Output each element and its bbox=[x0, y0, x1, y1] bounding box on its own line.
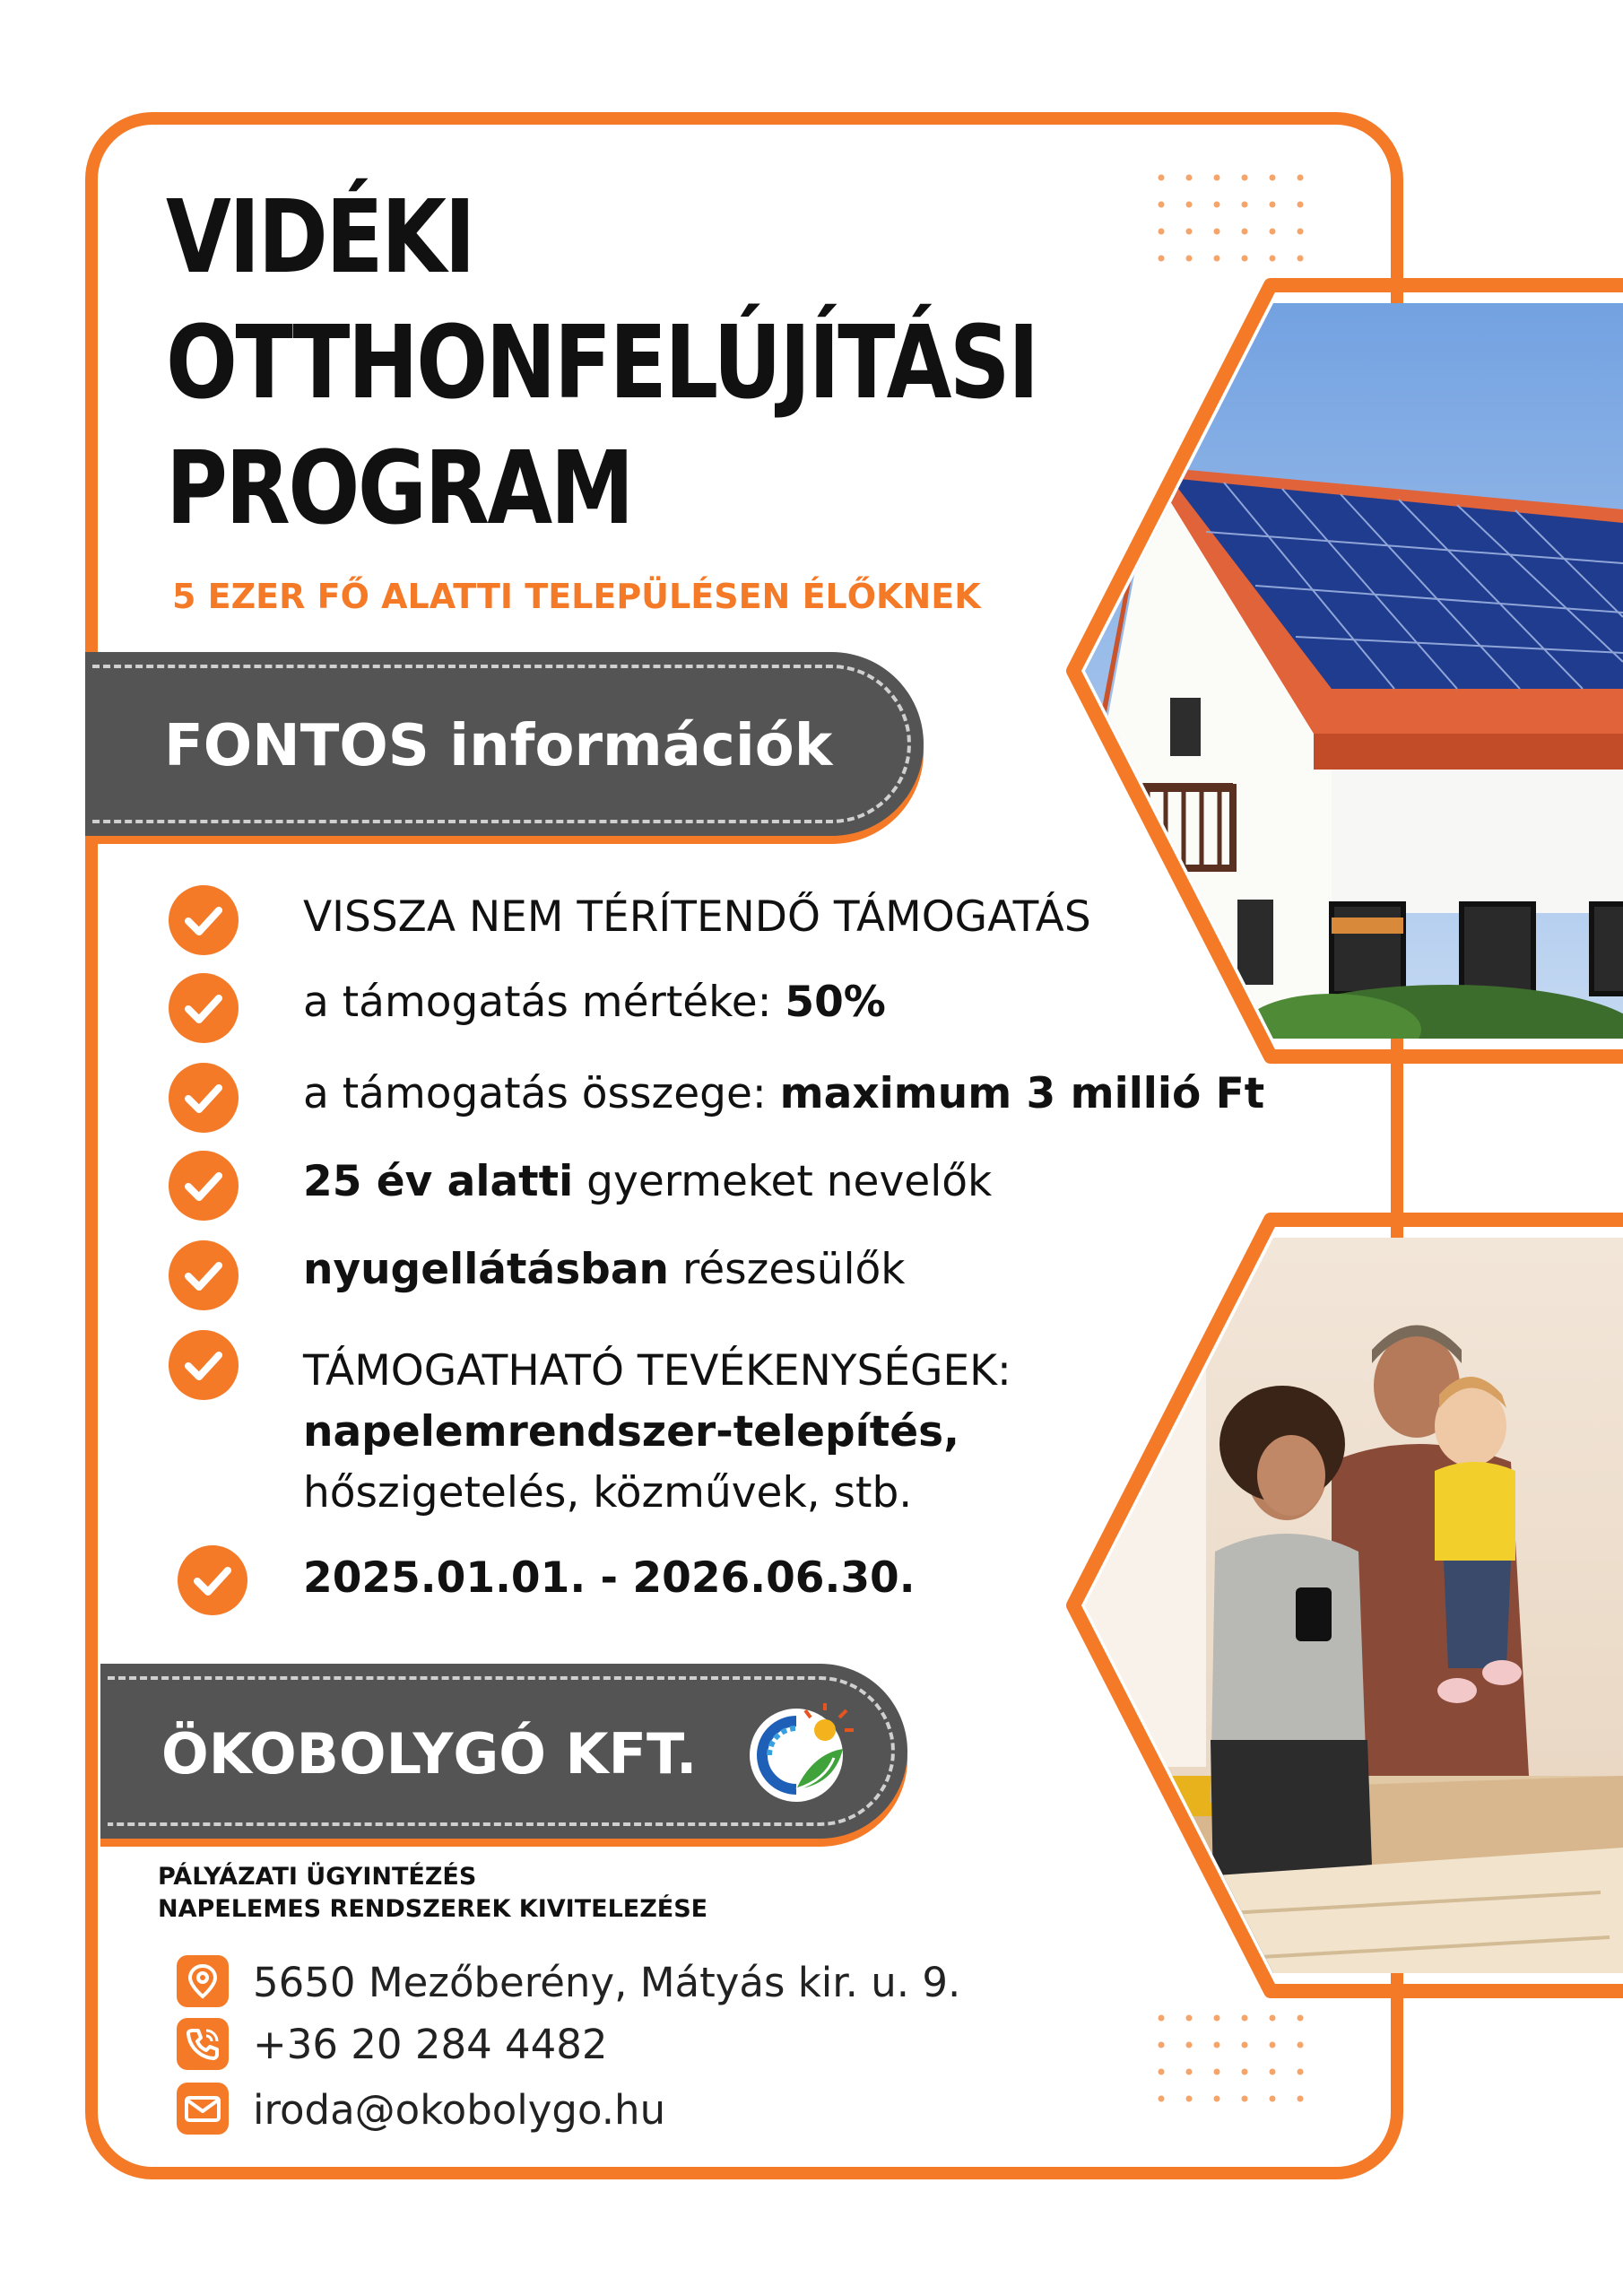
check-icon bbox=[169, 1330, 239, 1400]
title-line-2: OTTHONFELÚJÍTÁSI bbox=[166, 305, 1037, 422]
company-logo-icon bbox=[744, 1700, 861, 1807]
subtitle: 5 EZER FŐ ALATTI TELEPÜLÉSEN ÉLŐKNEK bbox=[172, 577, 981, 616]
item-text: gyermeket nevelők bbox=[573, 1157, 993, 1206]
item-text: a támogatás összege: bbox=[303, 1069, 780, 1118]
check-icon bbox=[169, 1240, 239, 1310]
item-bold-text: 50% bbox=[785, 978, 886, 1027]
company-name: ÖKOBOLYGÓ KFT. bbox=[161, 1721, 698, 1787]
date-range: 2025.01.01. - 2026.06.30. bbox=[303, 1553, 916, 1603]
page-title bbox=[166, 175, 1037, 552]
activities-bold-line: napelemrendszer-telepítés, bbox=[303, 1407, 959, 1457]
item-bold-text: 25 év alatti bbox=[303, 1157, 574, 1206]
contact-address: 5650 Mezőberény, Mátyás kir. u. 9. bbox=[253, 1959, 961, 2006]
contact-email[interactable]: iroda@okobolygo.hu bbox=[253, 2086, 666, 2134]
title-line-3: PROGRAM bbox=[166, 430, 632, 547]
decorative-dots-top bbox=[1157, 173, 1309, 263]
list-item-support-rate bbox=[303, 978, 886, 1027]
activities-heading: TÁMOGATHATÓ TEVÉKENYSÉGEK: bbox=[303, 1346, 1011, 1396]
family-renovating-home-photo bbox=[1063, 1202, 1623, 2009]
title-line-1: VIDÉKI bbox=[166, 179, 473, 296]
envelope-icon bbox=[177, 2083, 229, 2135]
item-text: részesülők bbox=[669, 1245, 906, 1294]
item-text: a támogatás mértéke: bbox=[303, 978, 785, 1027]
contact-phone[interactable]: +36 20 284 4482 bbox=[253, 2021, 608, 2068]
check-icon bbox=[169, 885, 239, 955]
item-bold-text: maximum 3 millió Ft bbox=[779, 1069, 1265, 1118]
phone-icon bbox=[177, 2018, 229, 2070]
location-pin-icon bbox=[177, 1955, 229, 2007]
list-item-support-amount bbox=[303, 1069, 1264, 1118]
service-line: PÁLYÁZATI ÜGYINTÉZÉS bbox=[158, 1863, 477, 1891]
decorative-dots-bottom bbox=[1157, 2013, 1309, 2103]
company-banner bbox=[100, 1664, 907, 1839]
check-icon bbox=[178, 1545, 247, 1615]
house-with-solar-panels-photo bbox=[1063, 267, 1623, 1074]
check-icon bbox=[169, 973, 239, 1043]
info-heading-banner bbox=[85, 652, 924, 836]
list-item-non-refundable bbox=[303, 892, 1091, 942]
info-heading: FONTOS információk bbox=[164, 713, 833, 779]
item-bold-text: nyugellátásban bbox=[303, 1245, 669, 1294]
list-item-pensioners bbox=[303, 1245, 906, 1294]
check-icon bbox=[169, 1151, 239, 1221]
list-item-child-raisers bbox=[303, 1157, 992, 1206]
service-line: NAPELEMES RENDSZEREK KIVITELEZÉSE bbox=[158, 1895, 708, 1923]
check-icon bbox=[169, 1063, 239, 1133]
activities-plain-line: hőszigetelés, közművek, stb. bbox=[303, 1468, 913, 1518]
list-item-activities bbox=[303, 1341, 1011, 1524]
item-text: VISSZA NEM TÉRÍTENDŐ TÁMOGATÁS bbox=[303, 892, 1091, 942]
company-services bbox=[158, 1861, 707, 1926]
